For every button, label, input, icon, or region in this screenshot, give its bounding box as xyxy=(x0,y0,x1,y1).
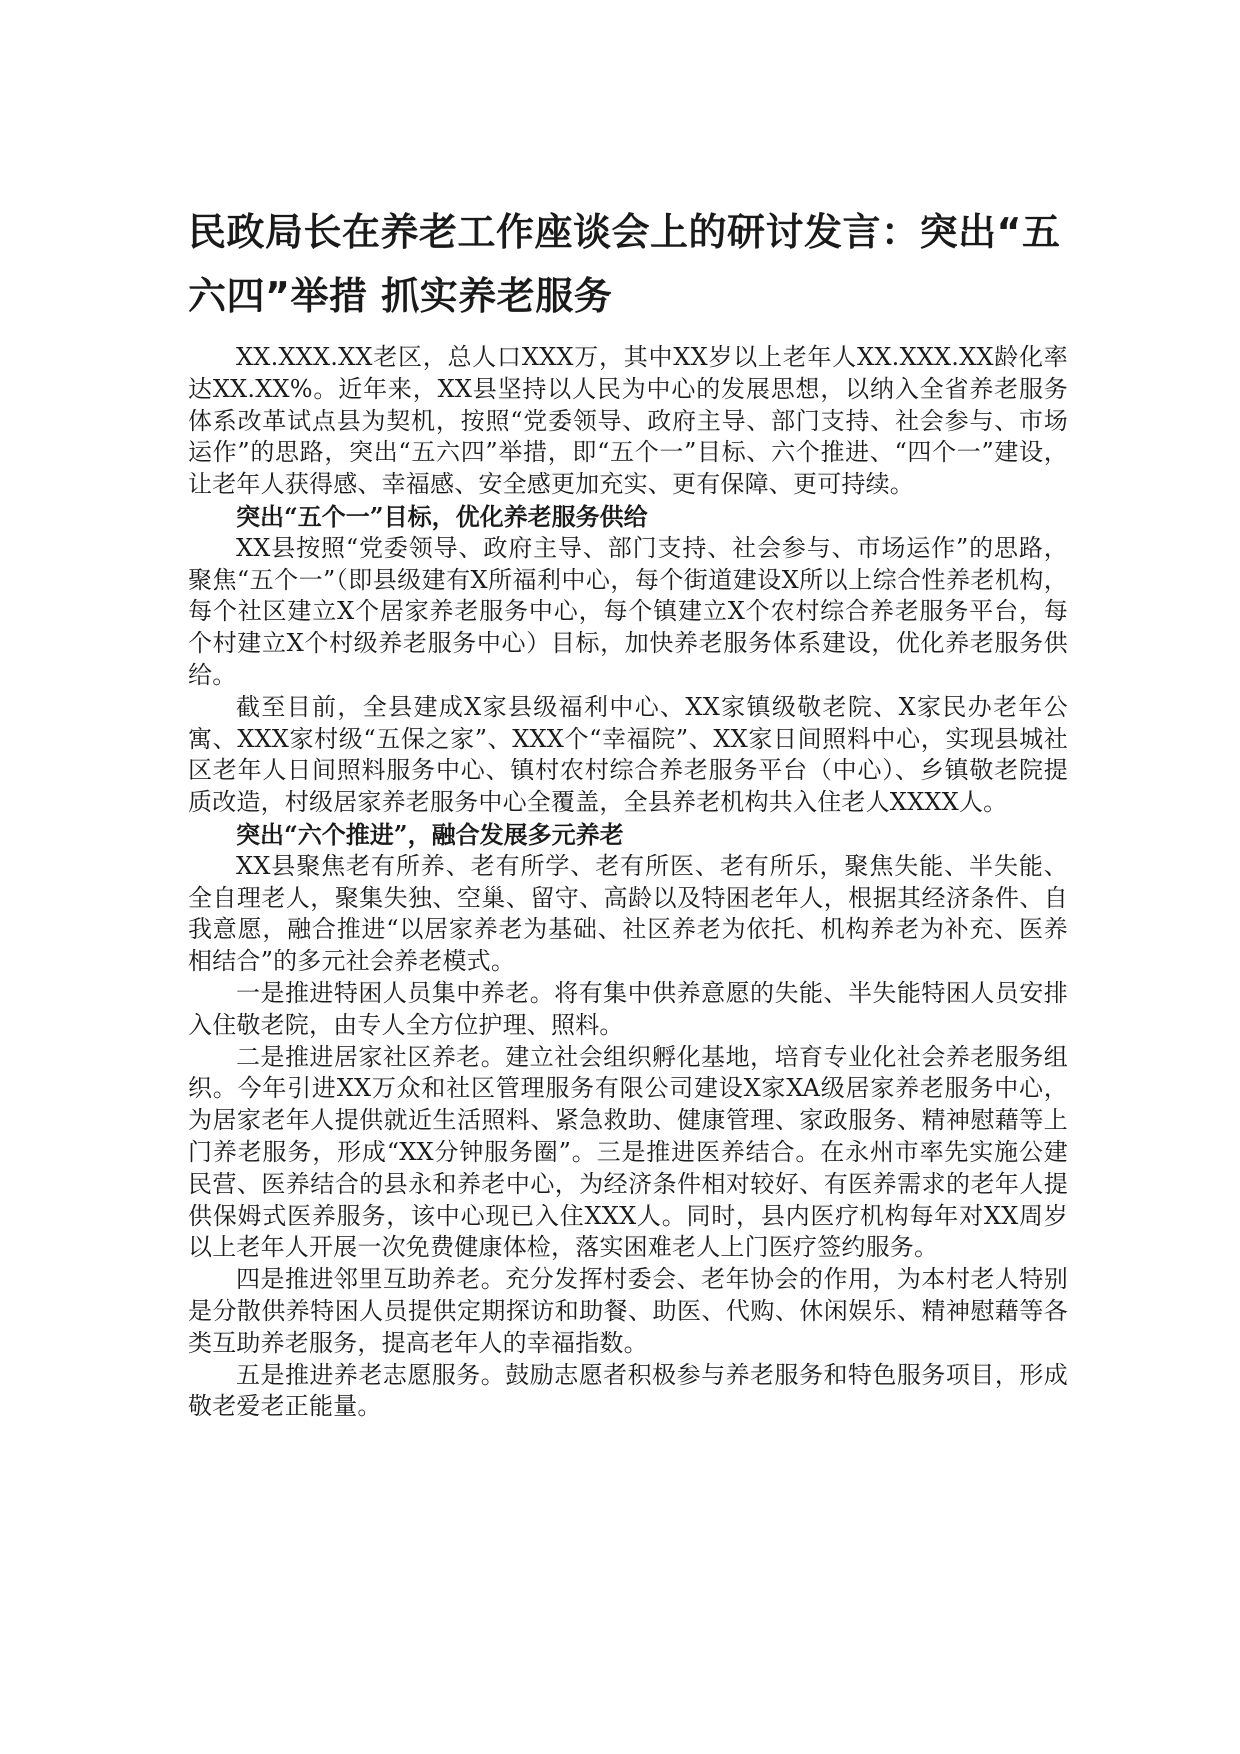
paragraph-intro: XX.XXX.XX老区，总人口XXX万，其中XX岁以上老年人XX.XXX.XX龄化率达XX.XX%。近年来，XX县坚持以人民为中心的发展思想，以纳入全省养老服务体系改革试点县为契机，按照“党委领导、政府主导、部门支持、社会参与、市场运作”的思路，突出“五六四”举措，即“五个一”目标、六个推进、“四个一”建设，让老年人获得感、幸福感、安全感更加充实、更有保障、更可持续。 xyxy=(188,343,1068,499)
document-title: 民政局长在养老工作座谈会上的研讨发言：突出“五六四”举措 抓实养老服务 xyxy=(188,210,1061,318)
document-page xyxy=(188,200,1068,1423)
paragraph-push-two-three: 二是推进居家社区养老。建立社会组织孵化基地，培育专业化社会养老服务组织。今年引进XX万众和社区管理服务有限公司建设X家XA级居家养老服务中心，为居家老年人提供就近生活照料、紧急救助、健康管理、家政服务、精神慰藉等上门养老服务，形成“XX分钟服务圈”。三是推进医养结合。在永州市率先实施公建民营、医养结合的县永和养老中心，为经济条件相对较好、有医养需求的老年人提供保姆式医养服务，该中心现已入住XXX人。同时，县内医疗机构每年对XX周岁以上老年人开展一次免费健康体检，落实困难老人上门医疗签约服务。 xyxy=(188,1042,1068,1262)
paragraph-push-one: 一是推进特困人员集中养老。将有集中供养意愿的失能、半失能特困人员安排入住敬老院，由专人全方位护理、照料。 xyxy=(188,978,1068,1039)
paragraph-five-goals: XX县按照“党委领导、政府主导、部门支持、社会参与、市场运作”的思路，聚焦“五个一”（即县级建有X所福利中心，每个街道建设X所以上综合性养老机构，每个社区建立X个居家养老服务中心，每个镇建立X个农村综合养老服务平台，每个村建立X个村级养老服务中心）目标，加快养老服务体系建设，优化养老服务供给。 xyxy=(188,533,1068,689)
paragraph-push-four: 四是推进邻里互助养老。充分发挥村委会、老年协会的作用，为本村老人特别是分散供养特困人员提供定期探访和助餐、助医、代购、休闲娱乐、精神慰藉等各类互助养老服务，提高老年人的幸福指数。 xyxy=(188,1265,1068,1357)
paragraph-push-five: 五是推进养老志愿服务。鼓励志愿者积极参与养老服务和特色服务项目，形成敬老爱老正能量。 xyxy=(188,1360,1068,1421)
section-heading-five-goals: 突出“五个一”目标，优化养老服务供给 xyxy=(236,501,648,531)
paragraph-progress: 截至目前，全县建成X家县级福利中心、XX家镇级敬老院、X家民办老年公寓、XXX家村级“五保之家”、XXX个“幸福院”、XX家日间照料中心，实现县城社区老年人日间照料服务中心、镇村农村综合养老服务平台（中心）、乡镇敬老院提质改造，村级居家养老服务中心全覆盖，全县养老机构共入住老人XXXX人。 xyxy=(188,692,1068,817)
paragraph-six-pushes-intro: XX县聚焦老有所养、老有所学、老有所医、老有所乐，聚焦失能、半失能、全自理老人，聚集失独、空巢、留守、高龄以及特困老年人，根据其经济条件、自我意愿，融合推进“以居家养老为基础、社区养老为依托、机构养老为补充、医养相结合”的多元社会养老模式。 xyxy=(188,851,1068,976)
section-heading-six-pushes: 突出“六个推进”，融合发展多元养老 xyxy=(236,819,624,849)
